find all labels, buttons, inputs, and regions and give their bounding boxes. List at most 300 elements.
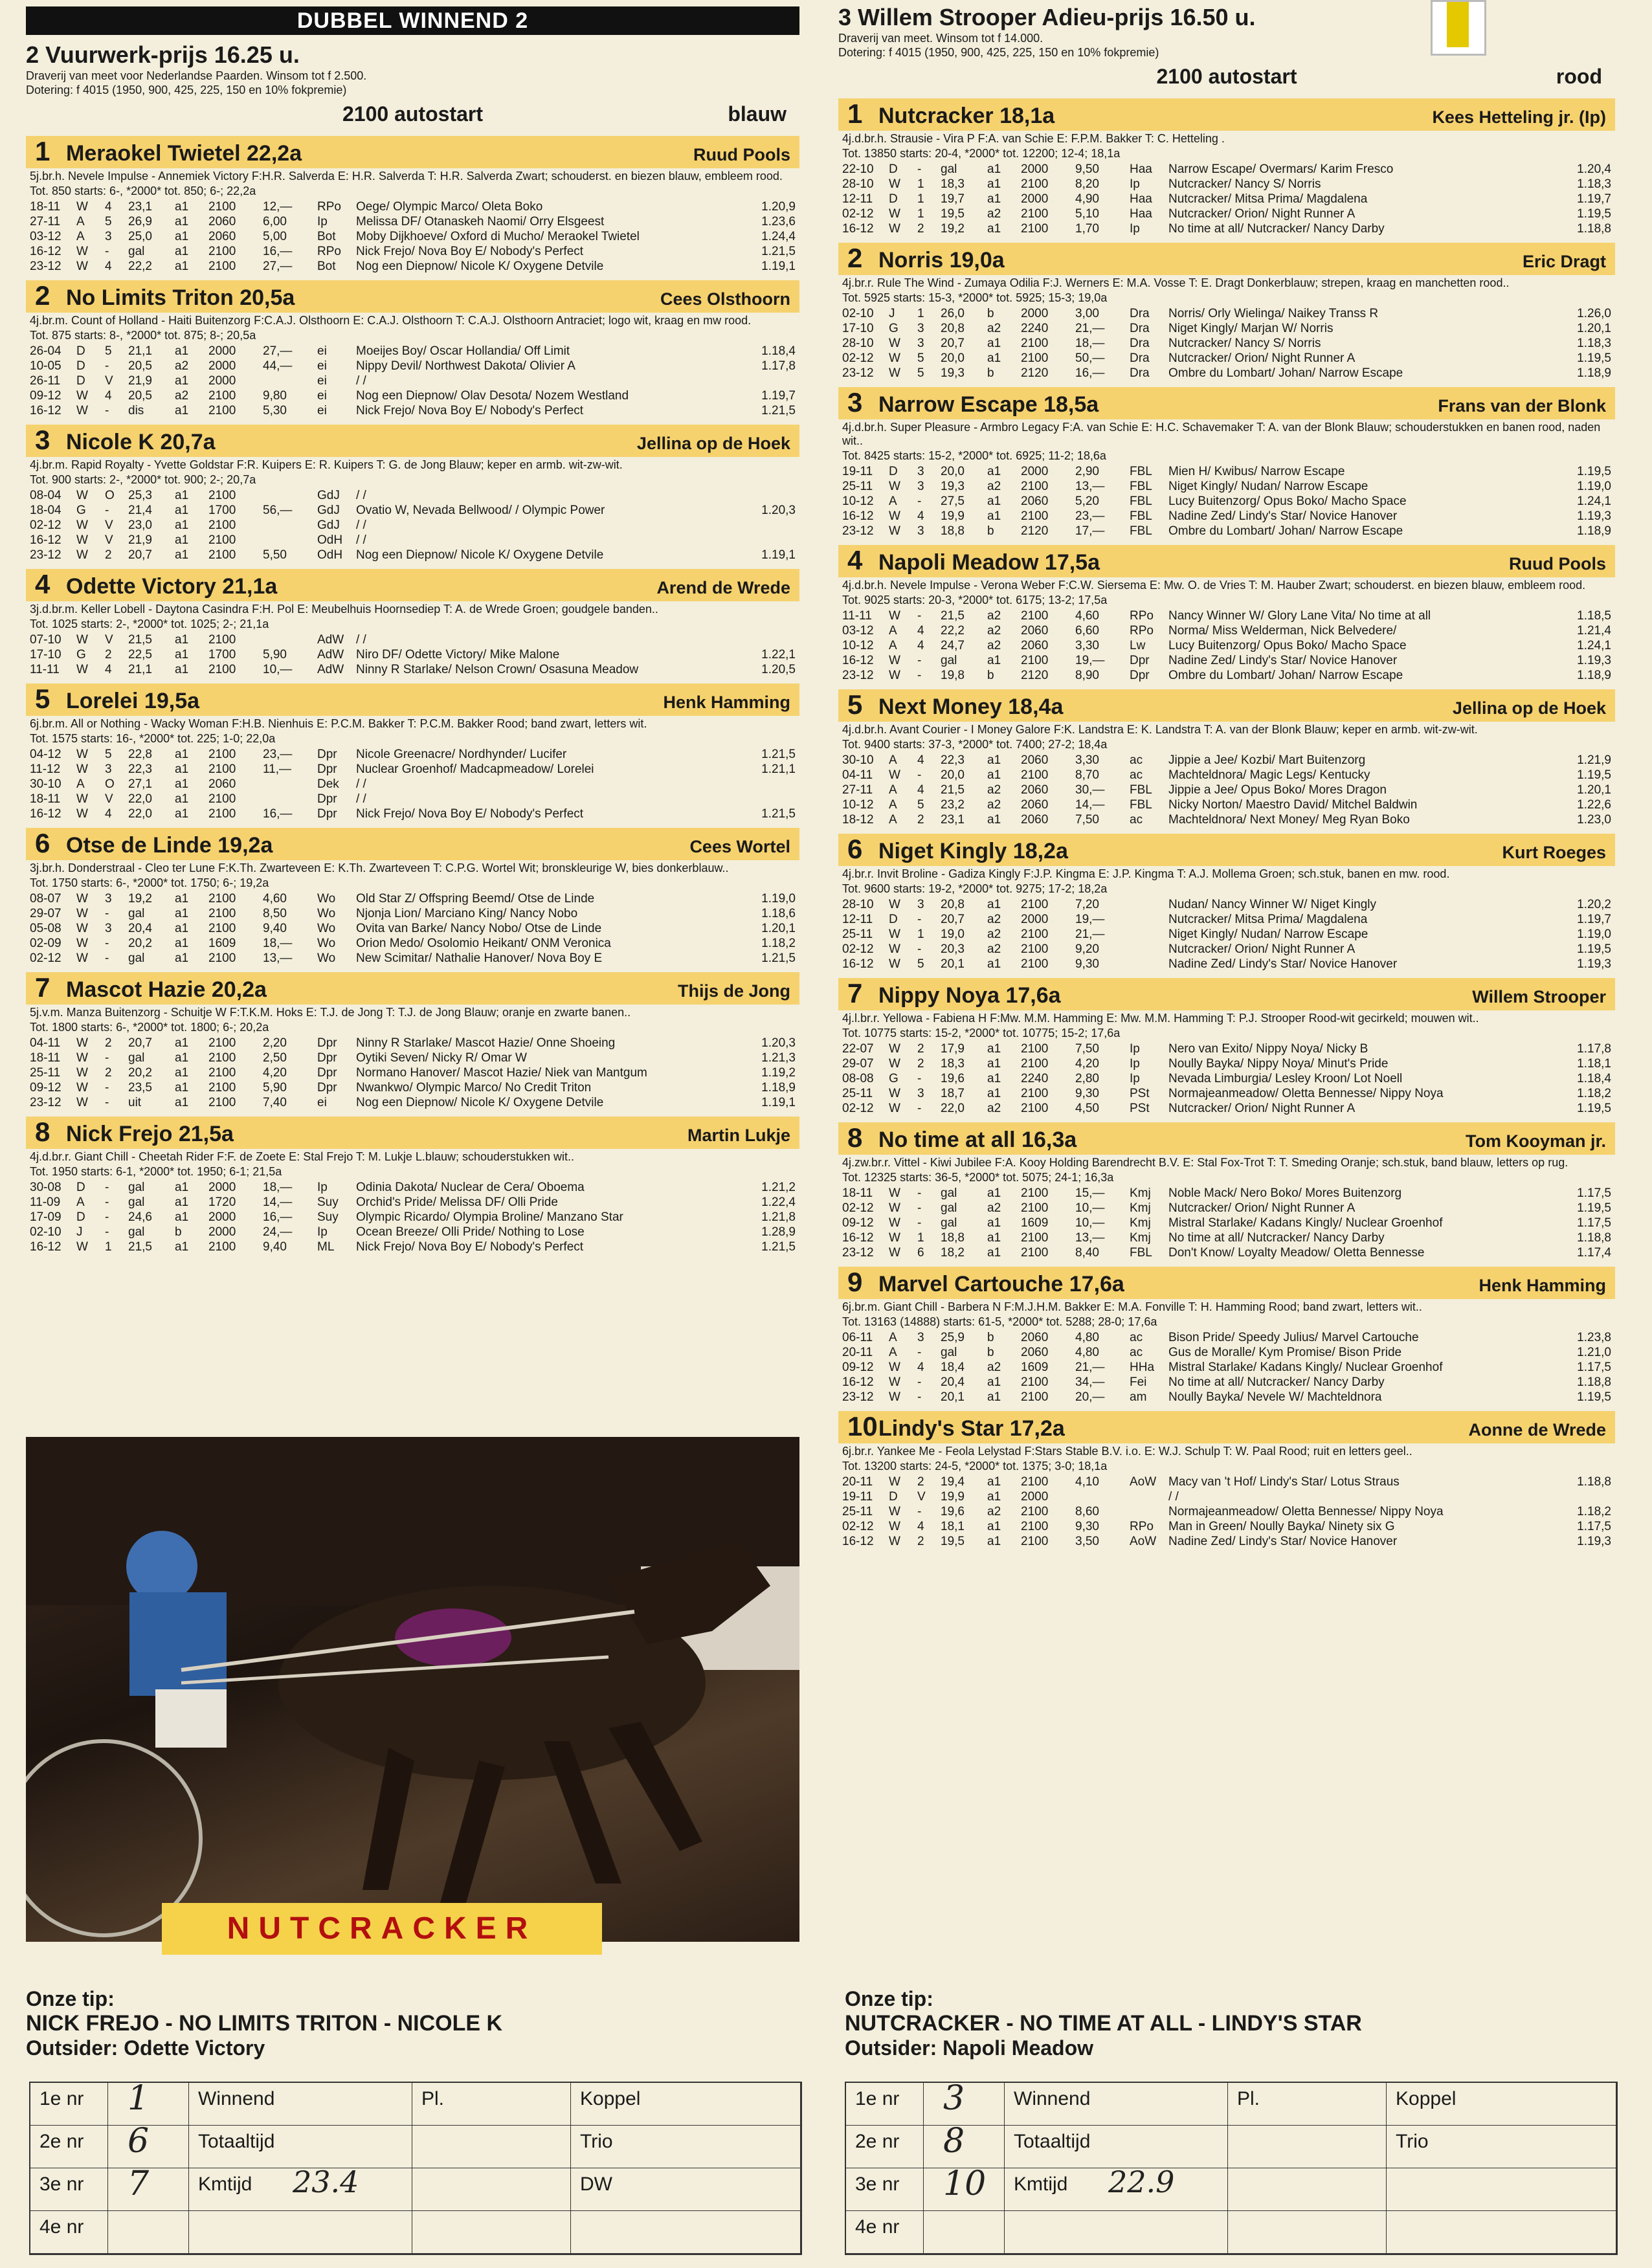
horse-stats: Tot. 875 starts: 8-, *2000* tot. 875; 8-; 20,5a [30, 329, 256, 342]
race-conditions: Draverij van meet. Winsom tot f 14.000. [838, 32, 1044, 45]
run-cell: 02-12 [30, 951, 61, 965]
run-cell [263, 792, 317, 806]
run-cell: 20,4 [128, 922, 152, 935]
run-cell: 14,— [1075, 798, 1105, 812]
run-cell: 19,2 [941, 222, 965, 236]
run-cell: 2 [105, 548, 112, 562]
handwritten-number: 7 [128, 2164, 150, 2203]
form-label [1387, 2168, 1616, 2210]
run-cell: Noble Mack/ Nero Boko/ Mores Buitenzorg [1168, 1186, 1402, 1200]
run-cell: Wo [317, 907, 336, 920]
run-cell: a1 [175, 1240, 189, 1254]
horse-pedigree: 5j.br.h. Nevele Impulse - Annemiek Victory F:H.R. Salverda E: H.R. Salverda T: H.R. Salverda Zwart; schouderst. en biezen blauw, embleem rood. [30, 170, 783, 183]
run-cell: W [889, 524, 900, 538]
run-cell: 2060 [1021, 753, 1049, 767]
run-cell: a2 [987, 639, 1001, 652]
run-cell: 16,— [263, 245, 293, 258]
horse-number: 7 [35, 972, 50, 1003]
run-cell: Kmj [1130, 1186, 1151, 1200]
run-cell: 22,8 [128, 748, 152, 761]
form-field[interactable] [1228, 2168, 1387, 2210]
horse-runs [842, 1330, 1611, 1405]
run-cell: A [889, 813, 897, 827]
run-cell: W [76, 663, 88, 676]
run-cell: 2120 [1021, 669, 1049, 682]
run-cell: 24,7 [941, 639, 965, 652]
horse-pedigree: 4j.br.m. Rapid Royalty - Yvette Goldstar F:R. Kuipers E: R. Kuipers T: G. de Jong Blauw; keper en armb. wit-zw-wit. [30, 458, 623, 471]
horse-header [26, 972, 799, 1005]
run-cell: 9,30 [1075, 957, 1099, 971]
run-cell: W [76, 892, 88, 906]
tip-block-left [26, 1987, 803, 2060]
run-cell: 19,0 [941, 928, 965, 941]
run-cell: gal [128, 1195, 145, 1209]
run-cell: 2100 [1021, 957, 1049, 971]
run-cell: a1 [175, 200, 189, 214]
horse-name: Marvel Cartouche 17,6a [878, 1272, 1124, 1296]
run-cell: W [889, 1216, 900, 1230]
run-cell: W [889, 509, 900, 523]
run-cell: 1.19,0 [1577, 928, 1611, 941]
run-cell: a1 [987, 162, 1001, 176]
form-field[interactable] [412, 2168, 571, 2210]
run-cell: 25-11 [842, 480, 873, 493]
run-cell: Dpr [317, 807, 337, 821]
run-cell: 16-12 [30, 404, 61, 417]
run-cell: gal [941, 1186, 957, 1200]
run-row [30, 503, 796, 518]
run-cell: W [889, 1520, 900, 1533]
run-cell [736, 632, 796, 647]
horse-name: Narrow Escape 18,5a [878, 392, 1099, 417]
horse-number: 4 [847, 545, 863, 575]
run-cell: / / [356, 518, 366, 532]
run-cell: 1609 [1021, 1361, 1049, 1374]
run-cell: - [105, 359, 109, 373]
run-cell: 29-07 [30, 907, 61, 920]
run-cell: Jippie a Jee/ Kozbi/ Mart Buitenzorg [1168, 753, 1366, 767]
run-cell: 27-11 [842, 783, 873, 797]
run-cell: 1.18,2 [1577, 1087, 1611, 1100]
run-cell: a1 [987, 753, 1001, 767]
run-cell: GdJ [317, 504, 340, 517]
run-cell: Nutcracker/ Nancy S/ Norris [1168, 337, 1321, 350]
run-cell: Oytiki Seven/ Nicky R/ Omar W [356, 1051, 527, 1065]
run-cell: 2060 [1021, 1331, 1049, 1344]
run-cell: 2000 [208, 1225, 236, 1239]
run-cell: Macy van 't Hof/ Lindy's Star/ Lotus Straus [1168, 1475, 1400, 1489]
run-cell: a1 [987, 509, 1001, 523]
run-cell: a1 [175, 907, 189, 920]
horse-driver: Jellina op de Hoek [1452, 698, 1606, 718]
form-row [30, 2164, 801, 2211]
run-cell: Kmj [1130, 1216, 1151, 1230]
run-cell: 21,1 [128, 344, 152, 358]
run-cell: 23,— [1075, 509, 1105, 523]
run-cell: 17,— [1075, 524, 1105, 538]
run-cell: 2000 [1021, 307, 1049, 320]
run-cell: 2060 [1021, 495, 1049, 508]
run-cell: Dpr [1130, 654, 1150, 667]
run-cell: 1.24,1 [1577, 639, 1611, 652]
run-cell: Nippy Devil/ Northwest Dakota/ Olivier A [356, 359, 575, 373]
run-cell: Nick Frejo/ Nova Boy E/ Nobody's Perfect [356, 404, 584, 417]
run-cell: Nadine Zed/ Lindy's Star/ Novice Hanover [1168, 1535, 1398, 1548]
horse-header [838, 243, 1615, 275]
horse-runs [842, 464, 1611, 539]
run-cell: 2000 [1021, 913, 1049, 926]
form-field[interactable] [1228, 2126, 1387, 2168]
horse-name: Next Money 18,4a [878, 695, 1064, 719]
horse-stats: Tot. 8425 starts: 15-2, *2000* tot. 6925; 11-2; 18,6a [842, 449, 1106, 462]
run-cell: a1 [987, 1087, 1001, 1100]
horse-stats: Tot. 9025 starts: 20-3, *2000* tot. 6175; 13-2; 17,5a [842, 594, 1108, 606]
form-entry[interactable] [108, 2079, 189, 2125]
run-row [842, 192, 1611, 206]
run-cell: a1 [175, 1081, 189, 1095]
run-row [842, 783, 1611, 797]
horse-stats: Tot. 1950 starts: 6-1, *2000* tot. 1950; 6-1; 21,5a [30, 1165, 282, 1178]
race-prize: Dotering: f 4015 (1950, 900, 425, 225, 150 en 10% fokpremie) [838, 46, 1159, 59]
run-cell: W [76, 1240, 88, 1254]
form-label: 2e nr [30, 2126, 108, 2168]
run-cell: 23,1 [128, 200, 152, 214]
run-row [842, 638, 1611, 653]
run-cell: 1.18,8 [1577, 222, 1611, 236]
run-cell: a1 [175, 792, 189, 806]
horse-pedigree: 4j.d.br.h. Nevele Impulse - Verona Weber F:C.W. Siersema E: Mw. O. de Vries T: M. Hauber Zwart; schouderst. en biezen blauw, embleem rood. [842, 579, 1586, 592]
run-cell: GdJ [317, 489, 340, 502]
run-cell: Noully Bayka/ Nippy Noya/ Minut's Pride [1168, 1057, 1389, 1071]
horse-driver: Henk Hamming [663, 693, 790, 712]
run-cell: 2120 [1021, 524, 1049, 538]
run-cell: Dek [317, 777, 339, 791]
run-cell: 28-10 [842, 337, 874, 350]
horse-driver: Cees Olsthoorn [660, 289, 790, 309]
run-cell: 4,90 [1075, 192, 1099, 206]
run-cell: 19,— [1075, 654, 1105, 667]
run-cell: 23,0 [128, 518, 152, 532]
run-cell: 9,20 [1075, 942, 1099, 956]
run-cell: 20-11 [842, 1346, 873, 1359]
run-cell: 1.21,5 [761, 404, 796, 417]
run-cell: Moby Dijkhoeve/ Oxford di Mucho/ Meraokel Twietel [356, 230, 640, 243]
horse-pedigree: 4j.d.br.h. Avant Courier - I Money Galore F:K. Landstra E: K. Landstra T: A. van der Blonk Blauw; keper en armb. wit-zw-wit. [842, 723, 1478, 736]
run-cell: W [889, 609, 900, 623]
form-entry[interactable] [924, 2079, 1005, 2125]
run-row [30, 1051, 796, 1065]
run-cell [1552, 1489, 1611, 1504]
run-cell: 29-07 [842, 1057, 874, 1071]
run-cell: 20,2 [128, 1066, 152, 1080]
horse-runs [842, 753, 1611, 827]
run-cell [1130, 897, 1168, 912]
run-row [30, 632, 796, 647]
run-row [842, 306, 1611, 321]
run-cell: a1 [987, 1375, 1001, 1389]
form-label [1005, 2164, 1228, 2210]
run-cell: W [889, 1201, 900, 1215]
run-cell: 21,— [1075, 1361, 1105, 1374]
run-cell: W [76, 404, 88, 417]
race-color: rood [1556, 65, 1602, 88]
run-cell: 1.19,3 [1577, 1535, 1611, 1548]
run-cell: a1 [987, 1475, 1001, 1489]
run-row [842, 812, 1611, 827]
run-cell: 20,5 [128, 389, 152, 403]
tip-outsider: Outsider: Napoli Meadow [845, 2036, 1094, 2060]
run-cell: 30-10 [842, 753, 874, 767]
run-row [30, 1036, 796, 1051]
run-row [30, 647, 796, 662]
run-cell: - [917, 768, 922, 782]
horse-name: Lorelei 19,5a [66, 689, 200, 713]
horse-pedigree: 4j.d.br.r. Giant Chill - Cheetah Rider F:F. de Zoete E: Stal Frejo T: M. Lukje L.blauw; schouderstukken wit.. [30, 1150, 575, 1163]
horse-header [26, 569, 799, 601]
run-cell: 03-12 [30, 230, 61, 243]
horse-header [838, 1411, 1615, 1443]
run-cell: 1.20,2 [1577, 898, 1611, 911]
run-cell: a1 [175, 1051, 189, 1065]
form-label: 4e nr [30, 2211, 108, 2253]
horse-header [26, 1117, 799, 1149]
run-row [30, 548, 796, 562]
run-cell: dis [128, 404, 144, 417]
run-cell: 4,80 [1075, 1331, 1099, 1344]
run-cell: 2100 [1021, 942, 1049, 956]
horse-stats: Tot. 13200 starts: 24-5, *2000* tot. 1375; 3-0; 18,1a [842, 1460, 1108, 1473]
run-cell: / / [356, 374, 366, 388]
run-cell: 2100 [1021, 1505, 1049, 1518]
run-row [842, 1489, 1611, 1504]
run-cell: 5 [917, 957, 924, 971]
bet-form-left [29, 2079, 802, 2255]
run-cell: 22,2 [128, 260, 152, 273]
form-label [189, 2211, 412, 2253]
run-cell: FBL [1130, 465, 1152, 478]
horse-stats: Tot. 12325 starts: 36-5, *2000* tot. 5075; 24-1; 16,3a [842, 1171, 1114, 1184]
run-row [842, 351, 1611, 366]
form-field[interactable] [412, 2211, 571, 2253]
run-cell: Bot [317, 230, 336, 243]
run-cell: 30,— [1075, 783, 1105, 797]
run-cell: 1.18,4 [1577, 1072, 1611, 1085]
run-cell: Nuclear Groenhof/ Madcapmeadow/ Lorelei [356, 762, 594, 776]
run-cell: Olympic Ricardo/ Olympia Broline/ Manzano Star [356, 1210, 623, 1224]
tip-picks: NUTCRACKER - NO TIME AT ALL - LINDY'S STAR [845, 2011, 1362, 2036]
horse-header [838, 978, 1615, 1010]
run-cell [736, 777, 796, 792]
run-cell: W [889, 366, 900, 380]
run-row [842, 1041, 1611, 1056]
run-cell: ac [1130, 1331, 1143, 1344]
run-cell: OdH [317, 548, 343, 562]
run-cell: Moeijes Boy/ Oscar Hollandia/ Off Limit [356, 344, 570, 358]
run-cell: 2100 [1021, 509, 1049, 523]
horse-entry [838, 1122, 1615, 1260]
run-cell: 1.17,4 [1577, 1246, 1611, 1260]
run-cell: 34,— [1075, 1375, 1105, 1389]
run-cell: 25-11 [30, 1066, 61, 1080]
run-cell: 1.18,4 [761, 344, 796, 358]
horse-pedigree: 4j.d.br.h. Super Pleasure - Armbro Legacy F:A. van Schie E: H.C. Schavemaker T: A. van der Blonk Blauw; schouderstukken en banen rood, naden wit.. [842, 421, 1601, 447]
run-cell: Niget Kingly/ Nudan/ Narrow Escape [1168, 928, 1368, 941]
tip-label: Onze tip: [26, 1987, 115, 2010]
run-cell: 9,30 [1075, 1520, 1099, 1533]
run-cell: 2100 [208, 1240, 236, 1254]
run-cell: 23,5 [128, 1081, 152, 1095]
run-cell: W [76, 1051, 88, 1065]
run-cell: 2060 [1021, 1346, 1049, 1359]
run-cell: 2100 [208, 518, 236, 532]
run-cell: OdH [317, 533, 343, 547]
run-cell: 3 [105, 892, 112, 906]
run-cell: 7,50 [1075, 1042, 1099, 1056]
run-row [842, 1230, 1611, 1245]
run-cell: W [76, 1036, 88, 1050]
run-cell: 1.19,3 [1577, 509, 1611, 523]
run-row [30, 777, 796, 792]
run-cell: 2100 [208, 1066, 236, 1080]
run-cell: Ip [1130, 177, 1140, 191]
run-cell: a2 [987, 1505, 1001, 1518]
run-cell: 1.18,3 [1577, 337, 1611, 350]
run-cell: 21,— [1075, 322, 1105, 335]
form-entry[interactable] [108, 2164, 189, 2210]
run-cell: 9,80 [263, 389, 287, 403]
form-row [846, 2122, 1616, 2168]
run-cell: Mien H/ Kwibus/ Narrow Escape [1168, 465, 1345, 478]
form-field[interactable] [1228, 2083, 1387, 2125]
run-cell: W [889, 177, 900, 191]
horse-stats: Tot. 13850 starts: 20-4, *2000* tot. 12200; 12-4; 18,1a [842, 147, 1121, 160]
run-row [30, 359, 796, 373]
horse-runs [30, 488, 796, 562]
run-cell: 22,2 [941, 624, 965, 638]
run-row [30, 533, 796, 548]
run-cell: b [987, 669, 994, 682]
run-cell: a1 [987, 1535, 1001, 1548]
run-cell: - [105, 1081, 109, 1095]
run-cell: Lw [1130, 639, 1146, 652]
run-cell: 2060 [1021, 813, 1049, 827]
handwritten-number: 6 [128, 2122, 150, 2161]
form-entry[interactable] [924, 2211, 1005, 2253]
run-row [842, 162, 1611, 177]
run-cell: Ocean Breeze/ Olli Pride/ Nothing to Lose [356, 1225, 585, 1239]
run-cell: 1.18,3 [1577, 177, 1611, 191]
tip-block-right [845, 1987, 1622, 2060]
run-cell: 1.18,2 [761, 937, 796, 950]
run-cell: W [889, 1361, 900, 1374]
run-cell: Bison Pride/ Speedy Julius/ Marvel Cartouche [1168, 1331, 1419, 1344]
form-entry[interactable] [924, 2122, 1005, 2168]
run-cell: a1 [175, 215, 189, 228]
horse-entry [26, 569, 799, 677]
handwritten-number: 8 [943, 2122, 965, 2161]
horse-header [26, 828, 799, 860]
form-field[interactable] [412, 2083, 571, 2125]
run-cell: 08-07 [30, 892, 61, 906]
run-cell: Nutcracker/ Orion/ Night Runner A [1168, 351, 1356, 365]
run-cell: Nancy Winner W/ Glory Lane Vita/ No time at all [1168, 609, 1431, 623]
run-cell: 2000 [208, 344, 236, 358]
run-cell: gal [941, 654, 957, 667]
run-cell: 19,5 [941, 1535, 965, 1548]
run-cell: gal [941, 1346, 957, 1359]
run-cell: a1 [987, 495, 1001, 508]
run-cell: 20,1 [941, 1390, 965, 1404]
run-cell: 16-12 [842, 957, 874, 971]
form-entry[interactable] [924, 2164, 1005, 2210]
run-cell: 11-09 [30, 1195, 61, 1209]
run-cell: 1.21,8 [761, 1210, 796, 1224]
run-cell: 20,5 [128, 359, 152, 373]
horse-number: 2 [847, 243, 863, 273]
form-label-text: Winnend [198, 2088, 275, 2109]
run-cell: Wo [317, 892, 336, 906]
run-cell: a1 [987, 1186, 1001, 1200]
horse-runs [842, 897, 1611, 972]
run-row [30, 1195, 796, 1210]
horse-name: Lindy's Star 17,2a [878, 1416, 1065, 1441]
run-cell: 2060 [1021, 783, 1049, 797]
form-field[interactable] [412, 2126, 571, 2168]
horse-driver: Kees Hetteling jr. (Ip) [1432, 107, 1606, 127]
run-cell: J [889, 307, 895, 320]
run-row [842, 1186, 1611, 1201]
horse-stats: Tot. 1575 starts: 16-, *2000* tot. 225; 1-0; 22,0a [30, 732, 276, 745]
form-label-text: Kmtijd [198, 2174, 252, 2195]
run-cell: AoW [1130, 1475, 1157, 1489]
run-cell: 2100 [208, 792, 236, 806]
run-cell: a1 [987, 222, 1001, 236]
run-cell: 2100 [1021, 1246, 1049, 1260]
run-cell: D [76, 1210, 85, 1224]
form-row [846, 2079, 1616, 2126]
form-entry[interactable] [108, 2211, 189, 2253]
run-row [30, 1210, 796, 1225]
form-label-text: Totaaltijd [1014, 2131, 1091, 2152]
run-cell [736, 518, 796, 533]
run-cell: a1 [987, 1042, 1001, 1056]
tip-picks: NICK FREJO - NO LIMITS TRITON - NICOLE K [26, 2011, 503, 2036]
run-cell: 1.23,6 [761, 215, 796, 228]
run-cell: b [987, 1346, 994, 1359]
run-cell: 22,0 [941, 1102, 965, 1115]
run-cell: A [76, 230, 85, 243]
run-cell: 17-10 [30, 648, 61, 662]
start-line [838, 65, 1615, 91]
run-cell: 19,2 [128, 892, 152, 906]
run-cell: 3,50 [1075, 1535, 1099, 1548]
run-cell: a1 [175, 663, 189, 676]
form-entry[interactable] [108, 2122, 189, 2168]
run-cell: Dra [1130, 307, 1150, 320]
run-cell: 18,— [1075, 337, 1105, 350]
run-cell: 21,5 [128, 1240, 152, 1254]
run-cell: - [917, 1216, 922, 1230]
run-cell: 16-12 [842, 509, 874, 523]
run-cell: 23-12 [842, 669, 874, 682]
run-row [30, 806, 796, 821]
run-cell: W [889, 957, 900, 971]
run-cell: Nutcracker/ Orion/ Night Runner A [1168, 207, 1356, 221]
horse-driver: Ruud Pools [1509, 554, 1606, 573]
form-field[interactable] [1228, 2211, 1387, 2253]
run-cell: W [76, 533, 88, 547]
run-cell: 19,6 [941, 1072, 965, 1085]
